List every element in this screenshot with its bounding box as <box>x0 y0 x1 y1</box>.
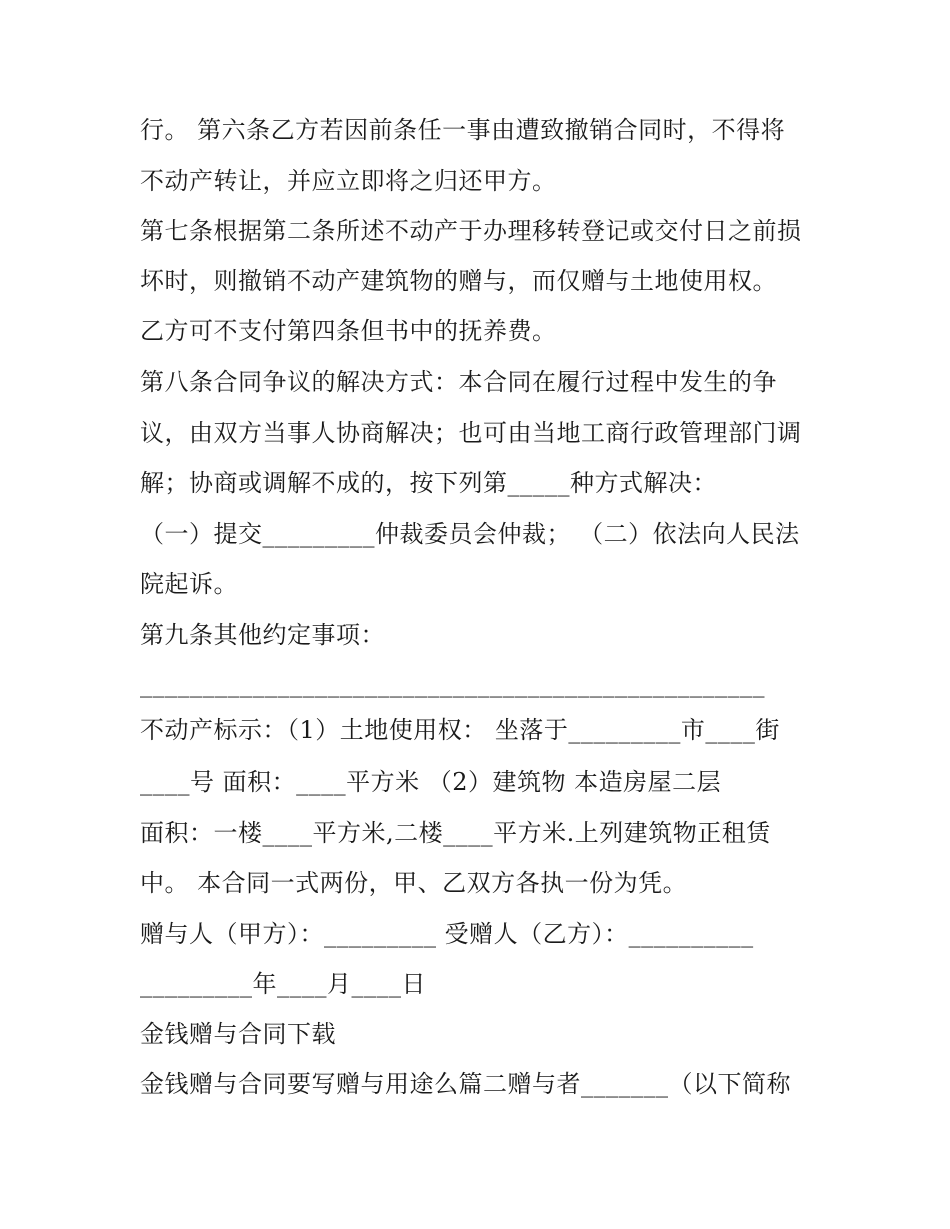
signature-line: __________________________________________________ <box>140 670 765 698</box>
text-line: 第九条其他约定事项： <box>140 621 385 649</box>
text-line: 中。 本合同一式两份，甲、乙双方各执一份为凭。 <box>140 869 688 897</box>
text-line: 第七条根据第二条所述不动产于办理移转登记或交付日之前损 <box>140 217 802 245</box>
text-line: 第八条合同争议的解决方式：本合同在履行过程中发生的争 <box>140 368 777 396</box>
text-line: 不动产转让，并应立即将之归还甲方。 <box>140 167 557 195</box>
text-line: （一）提交_________仲裁委员会仲裁； （二）依法向人民法 <box>140 520 800 548</box>
text-line: 坏时，则撤销不动产建筑物的赠与，而仅赠与土地使用权。 <box>140 267 777 295</box>
text-line: 议，由双方当事人协商解决；也可由当地工商行政管理部门调 <box>140 419 802 447</box>
text-line: 乙方可不支付第四条但书中的抚养费。 <box>140 317 557 345</box>
text-line: 赠与人（甲方）：_________ 受赠人（乙方）：__________ <box>140 920 754 948</box>
text-line: 行。 第六条乙方若因前条任一事由遭致撤销合同时，不得将 <box>140 116 786 144</box>
text-line: 解；协商或调解不成的，按下列第_____种方式解决： <box>140 469 717 497</box>
text-line: ____号 面积：____平方米 （2）建筑物 本造房屋二层 <box>140 768 722 796</box>
text-line: 不动产标示：（1）土地使用权： 坐落于_________市____街 <box>140 716 780 744</box>
text-line: 金钱赠与合同要写赠与用途么篇二赠与者_______（以下简称 <box>140 1070 791 1098</box>
text-line: 面积：一楼____平方米,二楼____平方米.上列建筑物正租赁 <box>140 819 771 847</box>
text-line: 院起诉。 <box>140 570 238 598</box>
date-line: _________年____月____日 <box>140 970 426 998</box>
section-title: 金钱赠与合同下载 <box>140 1020 336 1048</box>
